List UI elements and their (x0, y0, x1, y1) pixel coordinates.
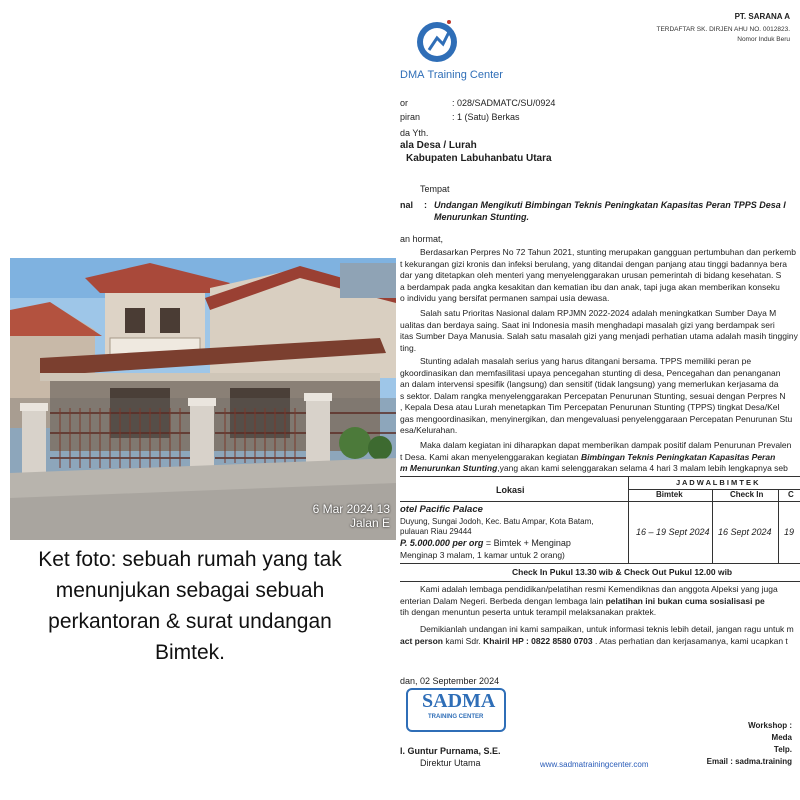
lampiran-value: : 1 (Satu) Berkas (452, 112, 520, 122)
nomor-row (400, 98, 556, 108)
paragraph-2 (400, 308, 798, 354)
p1-line: a berdampak pada angka kesakitan dan kematian ibu dan anak, tapi juga akan memberikan konseku (400, 281, 780, 292)
p4-emphasis: Bimbingan Teknis Peningkatan Kapasitas Peran (580, 451, 776, 462)
p5-line (400, 596, 792, 608)
company-line-2: Nomor Induk Beru (737, 36, 790, 43)
perihal-label: nal (400, 200, 414, 210)
company-registration (656, 25, 790, 45)
stamp-place: Jalan E (349, 516, 390, 530)
price-includes: = Bimtek + Menginap (483, 538, 571, 548)
p2-line: ualitas dan berdaya saing. Saat ini Indonesia masih menghadapi masalah gizi yang berdampak seri (400, 319, 775, 330)
price-line (400, 538, 571, 548)
p6-line (400, 636, 792, 648)
p2-line: itas Sumber Daya Manusia. Salah satu masalah gizi yang menjadi perhatian utama adalah masih tingginy (400, 331, 798, 341)
signer-title: Direktur Utama (420, 758, 481, 768)
contact-phone: Khairil HP : 0822 8580 0703 (483, 635, 593, 646)
recipient-line-1: ala Desa / Lurah (400, 140, 477, 151)
footer-logo-sub: TRAINING CENTER (428, 714, 484, 720)
schedule-table (400, 476, 800, 582)
p3-line: esa/Kelurahan. (400, 425, 458, 435)
brand-suffix: Training Center (427, 69, 503, 81)
p1-line: Berdasarkan Perpres No 72 Tahun 2021, stunting merupakan gangguan pertumbuhan dan perkemb (420, 247, 796, 257)
signer-name: l. Guntur Purnama, S.E. (400, 746, 501, 756)
p1-line: o individu yang bersifat permanen sampai usia dewasa. (400, 293, 610, 303)
extra-date: 19 (784, 527, 795, 537)
p4-line (400, 452, 792, 464)
lampiran-label: piran (400, 112, 421, 122)
price-amount: P. 5.000.000 per org (400, 538, 484, 548)
p5-text: enterian Dalam Negeri. Berbeda dengan lembaga lain (400, 595, 606, 606)
p6-text: kami Sdr. (443, 635, 484, 646)
footer-city: Meda (771, 733, 792, 742)
recipient-line-2: Kabupaten Labuhanbatu Utara (406, 153, 552, 164)
p4-line: Maka dalam kegiatan ini diharapkan dapat memberikan dampak positif dalam Penurunan Prevalen (420, 440, 792, 450)
paragraph-3 (400, 356, 792, 437)
stamp-date: 6 Mar 2024 13 (312, 502, 390, 516)
p3-line: an dalam intervensi spesifik (langsung) dan sensitif (tidak langsung) yang memerlukan kerjasama da (400, 379, 779, 389)
col-extra: C (788, 490, 794, 499)
hotel-address-1: Duyung, Sungai Jodoh, Kec. Batu Ampar, Kota Batam, (400, 517, 594, 526)
p6-line: Demikianlah undangan ini kami sampaikan, untuk informasi teknis lebih detail, jangan ragu untuk m (420, 624, 794, 634)
stay-info: Menginap 3 malam, 1 kamar untuk 2 orang) (400, 550, 565, 560)
salam: an hormat, (400, 234, 444, 244)
photo-caption: Ket foto: sebuah rumah yang tak menunjukan sebagai sebuah perkantoran & surat undangan Bimtek. (38, 548, 342, 664)
checkin-date: 16 Sept 2024 (718, 527, 772, 537)
bimtek-date: 16 – 19 Sept 2024 (636, 527, 710, 537)
hotel-name: otel Pacific Palace (400, 504, 483, 515)
p4-line (400, 463, 792, 475)
perihal-line-1: Undangan Mengikuti Bimbingan Teknis Peningkatan Kapasitas Peran TPPS Desa l (434, 200, 786, 210)
paragraph-4 (400, 440, 792, 475)
perihal-colon: : (424, 200, 427, 210)
paragraph-5 (400, 584, 792, 619)
brand-short: DMA (400, 69, 425, 81)
tempat: Tempat (420, 184, 450, 194)
kepada: da Yth. (400, 128, 429, 138)
p2-line: ting. (400, 342, 417, 353)
p5-line: Kami adalah lembaga pendidikan/pelatihan resmi Kemendiknas dan anggota Alpeksi yang juga (420, 584, 778, 594)
perihal-line-2: Menurunkan Stunting. (434, 212, 529, 222)
col-checkin: Check In (730, 490, 764, 499)
p3-line: Stunting adalah masalah serius yang harus ditangani bersama. TPPS memiliki peran pe (420, 356, 752, 366)
p1-line: dar yang ditetapkan oleh menteri yang menyelenggarakan urusan pemerintah di bidang kesehatan. S (400, 270, 782, 280)
nomor-value: : 028/SADMATC/SU/0924 (452, 98, 556, 108)
p6-text: . Atas perhatian dan kerjasamanya, kami ucapkan t (592, 635, 788, 646)
footer-logo-text: SADMA (422, 690, 496, 712)
p3-line: gas mengoordinasikan, menyinergikan, dan mengevaluasi penyelenggaraan Percepatan Penurunan Stu (400, 413, 793, 424)
footer-contact (707, 720, 792, 768)
company-line-1: TERDAFTAR SK. DIRJEN AHU NO. 0012823. (656, 26, 790, 33)
p5-line: tih dengan menuntun peserta untuk terampil melaksanakan praktek. (400, 607, 657, 617)
p1-line: t kekurangan gizi kronis dan infeksi berulang, yang ditandai dengan panjang atau tinggi badannya bera (400, 258, 788, 269)
nomor-label: or (400, 98, 409, 108)
col-bimtek: Bimtek (656, 490, 683, 499)
p3-line: , Kepala Desa atau Lurah menetapkan Tim Percepatan Penurunan Stunting (TPPS) tingkat Desa/Kel (400, 402, 780, 412)
brand-name (400, 69, 503, 81)
p5-emphasis: pelatihan ini bukan cuma sosialisasi pe (605, 595, 765, 606)
p3-line: s sektor. Dalam rangka menyelenggarakan Percepatan Penurunan Stunting, sesuai dengan Perpres N (400, 390, 786, 401)
sadma-logo-icon (413, 16, 461, 64)
hotel-address-2: pulauan Riau 29444 (400, 527, 472, 536)
sadma-footer-logo (406, 688, 502, 728)
invitation-letter (400, 0, 800, 800)
contact-label: act person (400, 635, 443, 646)
jadwal-header: J A D W A L B I M T E K (676, 478, 759, 487)
company-name: PT. SARANA A (734, 12, 790, 21)
p2-line: Salah satu Prioritas Nasional dalam RPJMN 2022-2024 adalah meningkatkan Sumber Daya M (420, 308, 777, 318)
check-times: Check In Pukul 13.30 wib & Check Out Pukul 12.00 wib (512, 567, 733, 577)
footer-email: Email : sadma.training (706, 757, 792, 766)
p4-text: t Desa. Kami akan menyelenggarakan kegiatan (400, 451, 581, 462)
p4-text: ,yang akan kami selenggarakan selama 4 hari 3 malam lebih lengkapnya seb (497, 463, 788, 473)
house-photo (10, 258, 396, 540)
letter-date: dan, 02 September 2024 (400, 676, 500, 686)
workshop-label: Workshop : (748, 721, 792, 730)
lampiran-row (400, 112, 520, 122)
photo-timestamp (313, 502, 390, 530)
footer-phone: Telp. (773, 745, 792, 754)
p3-line: gkoordinasikan dan memfasilitasi upaya pencegahan stunting di desa, Pencegahan dan penanganan (400, 367, 781, 378)
lokasi-header: Lokasi (496, 485, 525, 495)
paragraph-6 (400, 624, 792, 647)
website-link[interactable]: www.sadmatrainingcenter.com (540, 760, 649, 769)
p4-emphasis: m Menurunkan Stunting (400, 463, 498, 473)
paragraph-1 (400, 247, 796, 305)
